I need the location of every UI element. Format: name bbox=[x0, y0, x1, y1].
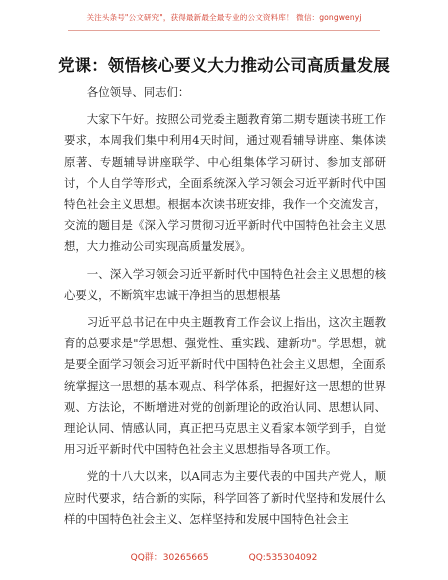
document-body bbox=[64, 82, 386, 536]
paragraph: 习近平总书记在中央主题教育工作会议上指出，这次主题教育的总要求是"学思想、强党性、重实践、建新功"。学思想，就是要全面学习领会习近平新时代中国特色社会主义思想，全面系统掌握这一思想的基本观点、科学体系，把握好这一思想的世界观、方法论，不断增进对党的创新理论的政治认同、思想认同、理论认同、情感认同，真正把马克思主义看家本领学到手，自觉用习近平新时代中国特色社会主义思想指导各项工作。 bbox=[64, 315, 386, 457]
paragraph: 大家下午好。按照公司党委主题教育第二期专题读书班工作要求，本周我们集中利用4天时间，通过观看辅导讲座、集体读原著、专题辅导讲座联学、中心组集体学习研讨、参加支部研讨，个人自学等形式，全面系统深入学习领会习近平新时代中国特色社会主义思想。根据本次读书班安排，我作一个交流发言，交流的题目是《深入学习贯彻习近平新时代中国特色社会主义思想，大力推动公司实现高质量发展》。 bbox=[64, 112, 386, 254]
section-heading: 一、深入学习领会习近平新时代中国特色社会主义思想的核心要义，不断筑牢忠诚干净担当的思想根基 bbox=[64, 266, 386, 302]
footer-qq: QQ:535304092 bbox=[248, 553, 318, 563]
document-title: 党课：领悟核心要义大力推动公司高质量发展 bbox=[58, 56, 390, 75]
footer-contact bbox=[0, 550, 448, 563]
header-divider bbox=[68, 30, 380, 31]
footer-qq-group: QQ群：30265665 bbox=[130, 553, 209, 563]
header-banner: 关注头条号"公文研究"，获得最新最全最专业的公文资料库！ 微信：gongwenyj bbox=[86, 13, 362, 22]
paragraph: 党的十八大以来，以A同志为主要代表的中国共产党人，顺应时代要求，结合新的实际，科学回答了新时代坚持和发展什么样的中国特色社会主义、怎样坚持和发展中国特色社会主 bbox=[64, 469, 386, 526]
greeting: 各位领导、同志们： bbox=[86, 85, 190, 99]
